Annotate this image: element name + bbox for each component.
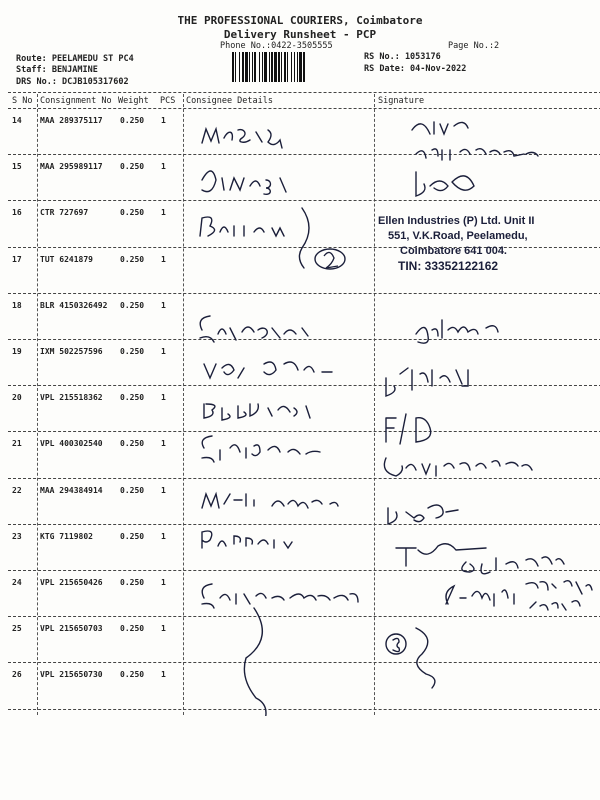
rs-number: RS No.: 1053176: [364, 52, 441, 62]
row-sno: 17: [12, 254, 22, 264]
row-consignment-no: VPL 215650703: [40, 624, 103, 634]
company-title: THE PROFESSIONAL COURIERS, Coimbatore: [177, 14, 423, 27]
row-consignment-no: MAA 295989117: [40, 162, 103, 172]
row-weight: 0.250: [120, 485, 145, 495]
header-top-rule: [8, 92, 600, 93]
row-pcs: 1: [161, 393, 166, 403]
row-sno: 25: [12, 624, 22, 634]
row-sno: 16: [12, 208, 22, 218]
col-pcs: PCS: [160, 96, 176, 106]
row-sno: 18: [12, 300, 22, 310]
row-pcs: 1: [161, 116, 166, 125]
row-pcs: 1: [161, 485, 166, 495]
stamp-line: Coimbatore 641 004.: [400, 245, 507, 257]
drs-number: DRS No.: DCJB105317602: [16, 77, 129, 87]
row-consignment-no: VPL 215650426: [40, 578, 103, 587]
row-weight: 0.250: [120, 162, 145, 172]
row-weight: 0.250: [120, 116, 145, 125]
col-consignment: Consignment No: [40, 96, 112, 106]
row-weight: 0.250: [120, 624, 145, 634]
row-pcs: 1: [161, 254, 166, 264]
circled-number-mark: [312, 246, 348, 272]
col-consignee: Consignee Details: [186, 96, 273, 106]
row-sno: 14: [12, 116, 22, 125]
row-consignment-no: IXM 502257596: [40, 347, 103, 356]
row-pcs: 1: [161, 208, 166, 218]
row-sno: 26: [12, 670, 22, 680]
phone-number: Phone No.:0422-3505555: [220, 41, 333, 51]
col-sno: S No: [12, 96, 33, 106]
row-weight: 0.250: [120, 208, 145, 218]
row-consignment-no: CTR 727697: [40, 208, 89, 218]
row-pcs: 1: [161, 531, 166, 541]
row-sno: 23: [12, 531, 22, 541]
row-sno: 20: [12, 393, 22, 403]
page-number: Page No.:2: [448, 41, 500, 51]
row-consignment-no: KTG 7119802: [40, 531, 93, 541]
row-weight: 0.250: [120, 347, 145, 356]
row-pcs: 1: [161, 578, 166, 587]
col-signature: Signature: [378, 96, 425, 106]
company-stamp: [378, 214, 598, 274]
row-pcs: 1: [161, 624, 166, 634]
handwritten-signatures: [376, 108, 600, 716]
row-weight: 0.250: [120, 393, 145, 403]
row-weight: 0.250: [120, 578, 145, 587]
row-consignment-no: MAA 289375117: [40, 116, 103, 125]
row-consignment-no: TUT 6241879: [40, 254, 93, 264]
barcode: [232, 52, 358, 82]
col-weight: Weight: [118, 96, 149, 106]
row-pcs: 1: [161, 347, 166, 356]
staff-label: Staff: BENJAMINE: [16, 65, 98, 75]
row-pcs: 1: [161, 300, 166, 310]
row-weight: 0.250: [120, 531, 145, 541]
stamp-line: TIN: 33352122162: [398, 259, 499, 273]
stamp-line: Ellen Industries (P) Ltd. Unit II: [378, 215, 535, 227]
row-consignment-no: VPL 215650730: [40, 670, 103, 680]
row-weight: 0.250: [120, 300, 145, 310]
row-sno: 21: [12, 439, 22, 449]
row-weight: 0.250: [120, 254, 145, 264]
row-consignment-no: MAA 294384914: [40, 485, 103, 495]
row-sno: 22: [12, 485, 22, 495]
row-weight: 0.250: [120, 670, 145, 680]
rs-date: RS Date: 04-Nov-2022: [364, 64, 467, 74]
row-pcs: 1: [161, 670, 166, 680]
stamp-line: 551, V.K.Road, Peelamedu,: [388, 230, 528, 242]
runsheet-subtitle: Delivery Runsheet - PCP: [223, 28, 377, 41]
row-pcs: 1: [161, 439, 166, 449]
route-label: Route: PEELAMEDU ST PC4: [16, 54, 134, 64]
barcode-bar: [303, 52, 305, 82]
row-pcs: 1: [161, 162, 166, 172]
row-sno: 15: [12, 162, 22, 172]
handwritten-consignee-names: [184, 108, 374, 716]
row-sno: 24: [12, 578, 22, 587]
row-weight: 0.250: [120, 439, 145, 449]
row-consignment-no: VPL 400302540: [40, 439, 103, 449]
row-consignment-no: VPL 215518362: [40, 393, 103, 403]
row-sno: 19: [12, 347, 22, 356]
row-consignment-no: BLR 4150326492: [40, 300, 108, 310]
